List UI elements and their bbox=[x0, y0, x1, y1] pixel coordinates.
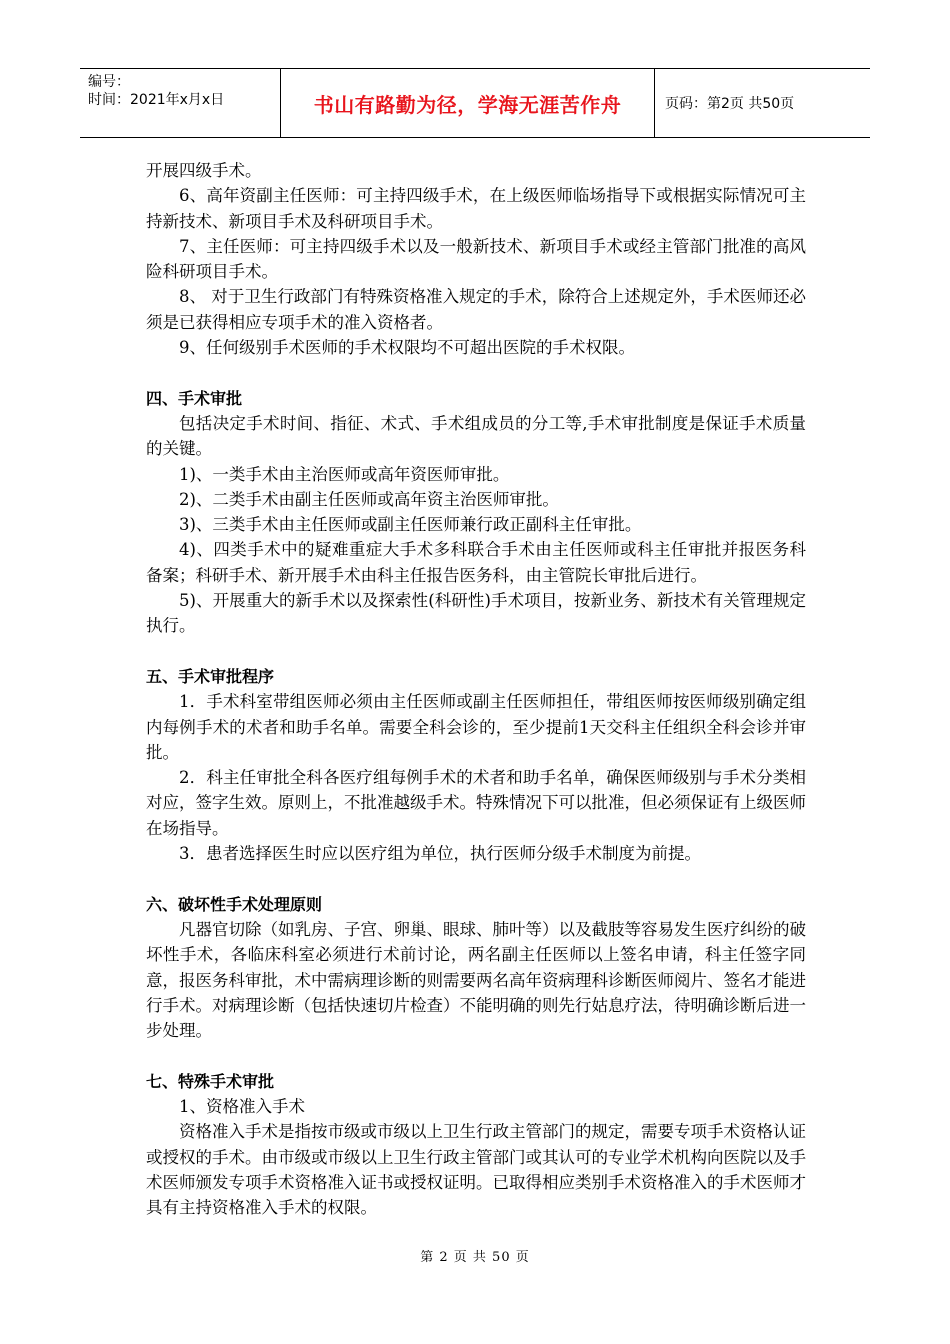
number-label: 编号： bbox=[88, 74, 130, 90]
time-label: 时间：2021年x月x日 bbox=[88, 92, 225, 108]
page-header bbox=[80, 68, 870, 138]
paragraph: 7、主任医师：可主持四级手术以及一般新技术、新项目手术或经主管部门批准的高风险科研项目手术。 bbox=[146, 236, 806, 282]
paragraph: 1)、一类手术由主治医师或高年资医师审批。 bbox=[179, 464, 510, 484]
paragraph: 6、高年资副主任医师：可主持四级手术，在上级医师临场指导下或根据实际情况可主持新技术、新项目手术及科研项目手术。 bbox=[146, 186, 806, 231]
paragraph: 开展四级手术。 bbox=[146, 161, 262, 180]
paragraph: 4)、四类手术中的疑难重症大手术多科联合手术由主任医师或科主任审批并报医务科备案；科研手术、新开展手术由科主任报告医务科，由主管院长审批后进行。 bbox=[146, 540, 806, 585]
paragraph: 2．科主任审批全科各医疗组每例手术的术者和助手名单，确保医师级别与手术分类相对应，签字生效。原则上，不批准越级手术。特殊情况下可以批准，但必须保证有上级医师在场指导。 bbox=[146, 768, 806, 838]
header-page-info: 页码：第2页 共50页 bbox=[665, 96, 795, 112]
paragraph: 3)、三类手术由主任医师或副主任医师兼行政正副科主任审批。 bbox=[179, 515, 642, 535]
document-body bbox=[146, 158, 806, 1220]
header-motto: 书山有路勤为径，学海无涯苦作舟 bbox=[281, 69, 655, 137]
header-meta bbox=[80, 69, 281, 137]
section-heading: 五、手术审批程序 bbox=[146, 666, 275, 686]
paragraph: 1、资格准入手术 bbox=[179, 1096, 305, 1116]
paragraph: 5)、开展重大的新手术以及探索性(科研性)手术项目，按新业务、新技术有关管理规定执行。 bbox=[146, 591, 806, 636]
page-footer: 第 2 页 共 50 页 bbox=[420, 1250, 530, 1265]
paragraph: 1．手术科室带组医师必须由主任医师或副主任医师担任，带组医师按医师级别确定组内每例手术的术者和助手名单。需要全科会诊的，至少提前1天交科主任组织全科会诊并审批。 bbox=[146, 692, 806, 762]
paragraph: 9、任何级别手术医师的手术权限均不可超出医院的手术权限。 bbox=[179, 338, 635, 358]
paragraph: 资格准入手术是指按市级或市级以上卫生行政主管部门的规定，需要专项手术资格认证或授权的手术。由市级或市级以上卫生行政主管部门或其认可的专业学术机构向医院以及手术医师颁发专项手术资格准入证书或授权证明。已取得相应类别手术资格准入的手术医师才具有主持资格准入手术的权限。 bbox=[146, 1122, 806, 1218]
paragraph: 3．患者选择医生时应以医疗组为单位，执行医师分级手术制度为前提。 bbox=[179, 844, 701, 864]
section-heading: 七、特殊手术审批 bbox=[146, 1071, 275, 1091]
paragraph: 包括决定手术时间、指征、术式、手术组成员的分工等,手术审批制度是保证手术质量的关键。 bbox=[146, 413, 806, 459]
paragraph: 2)、二类手术由副主任医师或高年资主治医师审批。 bbox=[179, 489, 559, 509]
section-heading: 四、手术审批 bbox=[146, 388, 243, 408]
paragraph: 凡器官切除（如乳房、子宫、卵巢、眼球、肺叶等）以及截肢等容易发生医疗纠纷的破坏性手术，各临床科室必须进行术前讨论，两名副主任医师以上签名申请，科主任签字同意，报医务科审批，术中需病理诊断的则需要两名高年资病理科诊断医师阅片、签名才能进行手术。对病理诊断（包括快速切片检查）不能明确的则先行姑息疗法，待明确诊断后进一步处理。 bbox=[146, 919, 806, 1041]
section-heading: 六、破坏性手术处理原则 bbox=[146, 894, 323, 914]
paragraph: 8、 对于卫生行政部门有特殊资格准入规定的手术，除符合上述规定外，手术医师还必须是已获得相应专项手术的准入资格者。 bbox=[146, 287, 806, 332]
